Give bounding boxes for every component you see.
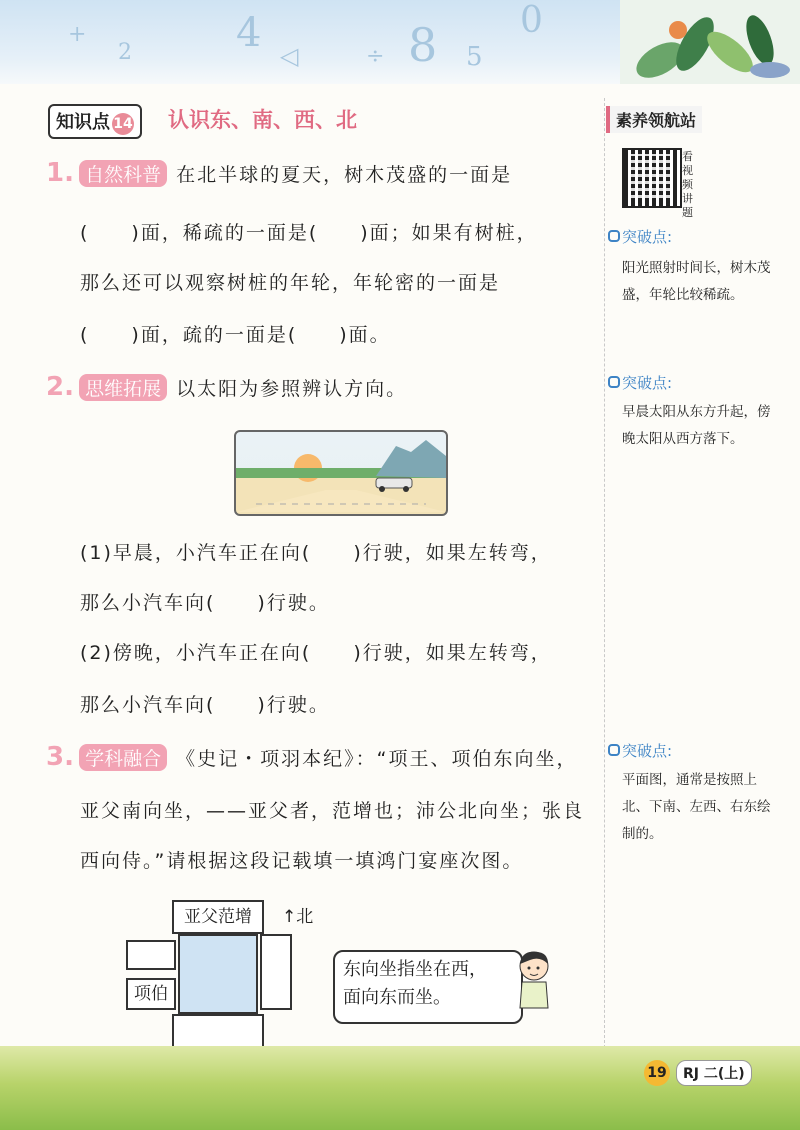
sidebar-divider	[604, 98, 605, 1048]
question-2	[46, 372, 407, 402]
bubble-line: 东向坐指坐在西，	[343, 959, 487, 980]
tip-heading: 突破点:	[622, 228, 673, 246]
tip-block-3	[608, 740, 772, 848]
question-1	[46, 158, 512, 188]
header-banner	[0, 0, 800, 84]
question-tag: 自然科普	[79, 160, 167, 187]
decor-glyph: 5	[466, 42, 483, 72]
question-line: (2)傍晚，小汽车正在向( )行驶，如果左转弯，	[80, 642, 552, 664]
tip-heading: 突破点:	[622, 742, 673, 760]
speech-bubble	[333, 950, 523, 1024]
question-number: 2.	[46, 372, 74, 402]
seat-bottom-blank[interactable]	[172, 1014, 264, 1048]
edition-badge: RJ 二(上)	[676, 1060, 752, 1086]
sidebar-title: 素养领航站	[606, 106, 702, 133]
seat-left-xiang-bo: 项伯	[126, 978, 176, 1010]
decor-glyph: 2	[118, 40, 132, 65]
seat-top-fan-zeng: 亚父范增	[172, 900, 264, 934]
tip-heading: 突破点:	[622, 374, 673, 392]
tip-dot-icon	[608, 744, 620, 756]
question-line: ( )面，疏的一面是( )面。	[80, 324, 391, 346]
page-number: 19	[644, 1060, 670, 1086]
question-number: 3.	[46, 742, 74, 772]
decor-glyph: 0	[520, 0, 543, 41]
knowledge-point-badge	[48, 104, 142, 139]
north-indicator	[282, 902, 313, 927]
north-arrow-icon: ↑	[282, 907, 297, 927]
sunrise-road-illustration	[234, 430, 448, 516]
decor-glyph: 8	[408, 18, 438, 72]
tip-body: 平面图，通常是按照上北、下南、左西、右东绘制的。	[622, 772, 771, 842]
question-line: (1)早晨，小汽车正在向( )行驶，如果左转弯，	[80, 542, 552, 564]
question-number: 1.	[46, 158, 74, 188]
question-3	[46, 742, 578, 772]
qr-code-pattern	[628, 154, 672, 198]
tip-body: 早晨太阳从东方升起，傍晚太阳从西方落下。	[622, 404, 771, 447]
decor-glyph: ◁	[280, 42, 299, 70]
question-line: 《史记・项羽本纪》：“项王、项伯东向坐，	[176, 748, 578, 770]
north-label: 北	[296, 907, 314, 927]
bubble-line: 面向东而坐。	[343, 987, 451, 1008]
plant-decoration	[620, 0, 800, 84]
tip-dot-icon	[608, 376, 620, 388]
tip-block-2	[608, 372, 772, 453]
seat-left-upper-blank[interactable]	[126, 940, 176, 970]
decor-glyph: ÷	[366, 44, 385, 69]
question-line: 那么还可以观察树桩的年轮，年轮密的一面是	[80, 272, 501, 294]
seat-right-blank[interactable]	[260, 934, 292, 1010]
question-line: 那么小汽车向( )行驶。	[80, 592, 330, 614]
tip-body: 阳光照射时间长，树木茂盛，年轮比较稀疏。	[622, 260, 771, 303]
boy-character	[508, 946, 558, 1014]
question-tag: 学科融合	[79, 744, 167, 771]
knowledge-label: 知识点	[56, 112, 110, 133]
question-line: 那么小汽车向( )行驶。	[80, 694, 330, 716]
decor-glyph: 4	[236, 10, 262, 56]
knowledge-number: 14	[112, 113, 134, 135]
question-tag: 思维拓展	[79, 374, 167, 401]
question-line: ( )面，稀疏的一面是( )面；如果有树桩，	[80, 222, 538, 244]
question-line: 在北半球的夏天，树木茂盛的一面是	[176, 164, 513, 186]
tip-dot-icon	[608, 230, 620, 242]
qr-label: 看视频讲题	[682, 150, 693, 219]
question-intro: 以太阳为参照辨认方向。	[176, 378, 408, 400]
banquet-table	[178, 934, 258, 1014]
question-line: 亚父南向坐，——亚父者，范增也；沛公北向坐；张良	[80, 800, 585, 822]
tip-block-1	[608, 226, 772, 309]
footer-grass	[0, 1046, 800, 1130]
page-title: 认识东、南、西、北	[168, 108, 357, 132]
question-line: 西向侍。”请根据这段记载填一填鸿门宴座次图。	[80, 850, 524, 872]
decor-glyph: +	[68, 22, 87, 47]
